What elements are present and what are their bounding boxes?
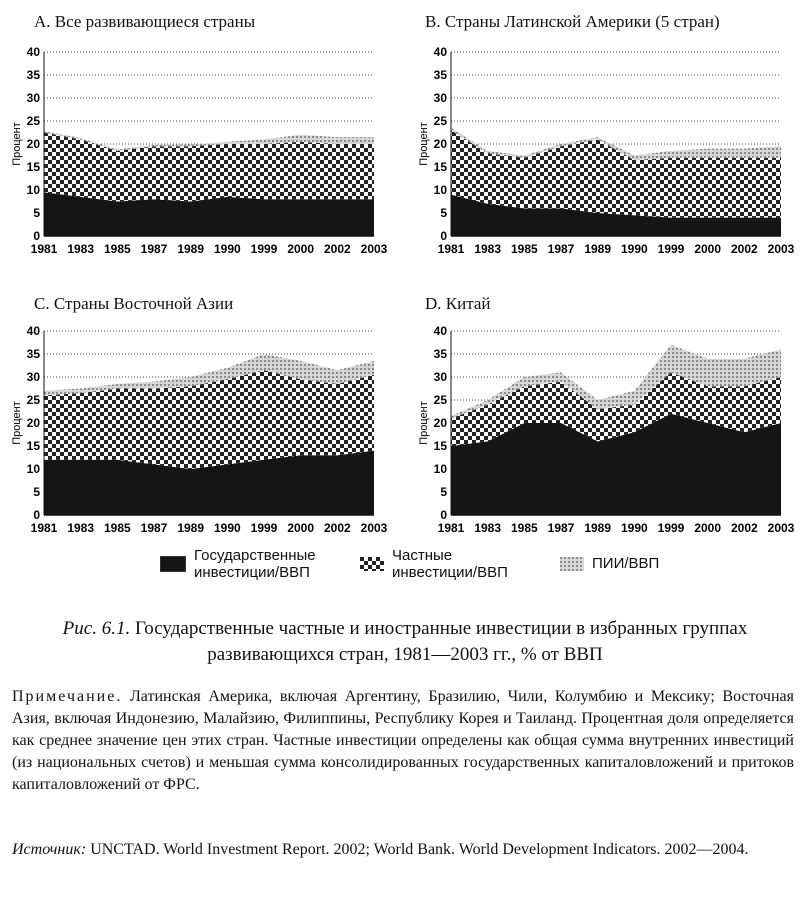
caption-text: Государственные частные и иностранные инвестиции в избранных группах развивающихся стран, 1981—2003 гг., % от ВВП — [130, 618, 748, 665]
x-tick-label: 2000 — [694, 521, 722, 535]
x-tick-label: 1990 — [213, 521, 241, 535]
panel-d-title: D. Китай — [425, 294, 491, 313]
x-tick-label: 1987 — [547, 242, 575, 256]
x-tick-label: 2003 — [360, 521, 388, 535]
area-private — [44, 370, 374, 469]
y-tick-label: 15 — [433, 439, 447, 453]
chart-2 — [11, 324, 388, 535]
y-tick-label: 25 — [26, 393, 40, 407]
y-tick-label: 15 — [433, 160, 447, 174]
x-tick-label: 1983 — [67, 521, 95, 535]
y-tick-label: 10 — [433, 462, 447, 476]
y-tick-label: 0 — [440, 508, 447, 522]
y-axis-label: Процент — [418, 122, 430, 166]
y-tick-label: 30 — [26, 91, 40, 105]
x-tick-label: 2000 — [287, 242, 315, 256]
y-tick-label: 5 — [440, 485, 447, 499]
y-tick-label: 35 — [26, 347, 40, 361]
y-tick-label: 40 — [433, 324, 447, 338]
panel-b-title: B. Страны Латинской Америки (5 стран) — [425, 12, 720, 31]
panel-a-title: A. Все развивающиеся страны — [34, 12, 256, 31]
x-tick-label: 1987 — [140, 521, 168, 535]
y-axis-label: Процент — [11, 122, 23, 166]
x-tick-label: 2002 — [323, 242, 351, 256]
y-tick-label: 35 — [433, 68, 447, 82]
legend-item-public — [160, 547, 316, 581]
x-tick-label: 1985 — [103, 521, 131, 535]
x-tick-label: 1985 — [103, 242, 131, 256]
y-tick-label: 40 — [26, 45, 40, 59]
area-private — [451, 130, 781, 217]
y-tick-label: 10 — [433, 183, 447, 197]
source-text: UNCTAD. World Investment Report. 2002; World Bank. World Development Indicators. 2002—2004. — [86, 841, 749, 858]
x-tick-label: 1989 — [584, 242, 612, 256]
x-tick-label: 1981 — [30, 242, 58, 256]
x-tick-label: 2000 — [287, 521, 315, 535]
y-tick-label: 5 — [33, 485, 40, 499]
legend-label-public: Государственные инвестиции/ВВП — [194, 547, 316, 581]
x-tick-label: 1989 — [177, 521, 205, 535]
x-tick-label: 1983 — [474, 521, 502, 535]
y-axis-label: Процент — [11, 401, 23, 445]
y-tick-label: 0 — [440, 229, 447, 243]
x-tick-label: 1981 — [30, 521, 58, 535]
chart-3 — [418, 324, 795, 535]
x-tick-label: 1985 — [510, 521, 538, 535]
x-tick-label: 1990 — [620, 242, 648, 256]
x-tick-label: 1990 — [620, 521, 648, 535]
y-tick-label: 15 — [26, 439, 40, 453]
x-tick-label: 2003 — [767, 242, 795, 256]
x-tick-label: 1989 — [584, 521, 612, 535]
y-tick-label: 25 — [433, 393, 447, 407]
x-tick-label: 1987 — [140, 242, 168, 256]
note-lead: Примечание. — [12, 688, 123, 705]
panel-c-title: C. Страны Восточной Азии — [34, 294, 234, 313]
y-tick-label: 0 — [33, 229, 40, 243]
y-tick-label: 10 — [26, 462, 40, 476]
x-tick-label: 1990 — [213, 242, 241, 256]
y-axis-label: Процент — [418, 401, 430, 445]
y-tick-label: 20 — [26, 137, 40, 151]
y-tick-label: 5 — [440, 206, 447, 220]
legend-swatch-private — [360, 557, 384, 571]
x-tick-label: 1987 — [547, 521, 575, 535]
figure-source — [12, 839, 794, 861]
y-tick-label: 40 — [26, 324, 40, 338]
source-lead: Источник: — [12, 841, 87, 858]
x-tick-label: 1999 — [657, 521, 685, 535]
y-tick-label: 30 — [433, 91, 447, 105]
y-tick-label: 5 — [33, 206, 40, 220]
y-tick-label: 25 — [26, 114, 40, 128]
y-tick-label: 10 — [26, 183, 40, 197]
y-tick-label: 30 — [433, 370, 447, 384]
x-tick-label: 1999 — [657, 242, 685, 256]
figure-caption — [20, 616, 790, 668]
x-tick-label: 1983 — [474, 242, 502, 256]
x-tick-label: 2002 — [730, 521, 758, 535]
x-tick-label: 1983 — [67, 242, 95, 256]
note-text: Латинская Америка, включая Аргентину, Бразилию, Чили, Колумбию и Мексику; Восточная Азия, включая Индонезию, Малайзию, Филиппины, Республику Корея и Таиланд. Процентная доля определяется как среднее значение цен этих стран. Частные инвестиции определены как общая сумма внутренних инвестиций (из национальных счетов) и меньшая сумма консолидированных государственных капиталовложений и притоков капиталовложений от ФРС. — [12, 688, 794, 793]
figure-note — [12, 686, 794, 796]
x-tick-label: 1999 — [250, 242, 278, 256]
x-tick-label: 1989 — [177, 242, 205, 256]
legend-swatch-fdi — [560, 557, 584, 571]
legend-swatch-public — [160, 556, 186, 572]
x-tick-label: 1981 — [437, 521, 465, 535]
x-tick-label: 1999 — [250, 521, 278, 535]
x-tick-label: 2000 — [694, 242, 722, 256]
x-tick-label: 2003 — [360, 242, 388, 256]
x-tick-label: 1981 — [437, 242, 465, 256]
caption-lead: Рис. 6.1. — [62, 618, 131, 639]
legend-item-private — [360, 547, 508, 581]
y-tick-label: 20 — [26, 416, 40, 430]
x-tick-label: 2002 — [730, 242, 758, 256]
y-tick-label: 40 — [433, 45, 447, 59]
legend-label-fdi: ПИИ/ВВП — [592, 555, 660, 572]
chart-0 — [11, 45, 388, 256]
y-tick-label: 25 — [433, 114, 447, 128]
y-tick-label: 30 — [26, 370, 40, 384]
y-tick-label: 15 — [26, 160, 40, 174]
chart-legend — [0, 543, 804, 603]
legend-label-private: Частные инвестиции/ВВП — [392, 547, 508, 581]
x-tick-label: 2002 — [323, 521, 351, 535]
x-tick-label: 2003 — [767, 521, 795, 535]
x-tick-label: 1985 — [510, 242, 538, 256]
chart-1 — [418, 45, 795, 256]
y-tick-label: 0 — [33, 508, 40, 522]
y-tick-label: 35 — [26, 68, 40, 82]
y-tick-label: 35 — [433, 347, 447, 361]
legend-item-fdi — [560, 555, 659, 572]
y-tick-label: 20 — [433, 416, 447, 430]
y-tick-label: 20 — [433, 137, 447, 151]
